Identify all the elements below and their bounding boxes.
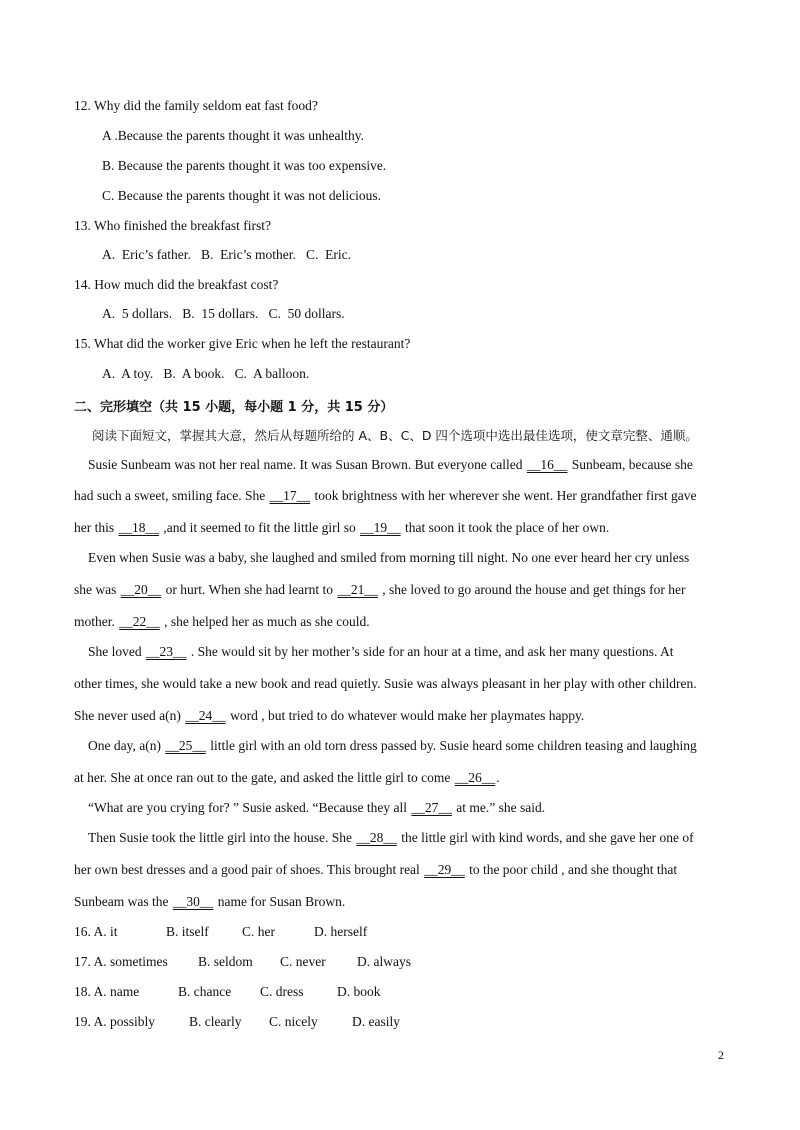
blank-17: __17__ — [269, 488, 311, 503]
question-14-stem: 14. How much did the breakfast cost? — [74, 277, 279, 292]
passage-line: her this __18__ ,and it seemed to fit the little girl so __19__ that soon it took the place of her own. — [74, 520, 610, 535]
page-number: 2 — [718, 1048, 724, 1062]
options-17: 17. A. sometimes B. seldom C. never D. always — [74, 954, 411, 969]
passage-line: her own best dresses and a good pair of shoes. This brought real __29__ to the poor child , and she thought that — [74, 862, 678, 877]
options-18: 18. A. name B. chance C. dress D. book — [74, 984, 381, 999]
question-12-stem: 12. Why did the family seldom eat fast food? — [74, 98, 318, 113]
blank-25: __25__ — [165, 738, 206, 753]
passage-line: she was __20__ or hurt. When she had learnt to __21__ , she loved to go around the house and get things for her — [74, 582, 686, 597]
blank-22: __22__ — [119, 614, 160, 629]
options-16: 16. A. it B. itself C. her D. herself — [74, 924, 368, 939]
blank-20: __20__ — [120, 582, 162, 597]
question-12-option-b: B. Because the parents thought it was too expensive. — [102, 158, 387, 173]
question-15-options: A. A toy. B. A book. C. A balloon. — [102, 366, 310, 381]
blank-21: __21__ — [337, 582, 378, 597]
section-instruction: 阅读下面短文，掌握其大意，然后从每题所给的 A、B、C、D 四个选项中选出最佳选项，使文章完整、通顺。 — [92, 428, 698, 443]
passage-line: “What are you crying for? ” Susie asked. “Because they all __27__ at me.” she said. — [88, 800, 546, 815]
options-19: 19. A. possibly B. clearly C. nicely D. easily — [74, 1014, 400, 1029]
passage-line: at her. She at once ran out to the gate, and asked the little girl to come __26__. — [74, 770, 500, 785]
blank-19: __19__ — [360, 520, 401, 535]
passage-line: Even when Susie was a baby, she laughed and smiled from morning till night. No one ever heard her cry unless — [88, 550, 690, 565]
blank-16: __16__ — [526, 457, 568, 472]
blank-28: __28__ — [356, 830, 397, 845]
passage-line: Susie Sunbeam was not her real name. It was Susan Brown. But everyone called __16__ Sunbeam, because she — [88, 457, 693, 472]
question-13-options: A. Eric’s father. B. Eric’s mother. C. Eric. — [102, 247, 351, 262]
blank-27: __27__ — [411, 800, 452, 815]
passage-line: other times, she would take a new book and read quietly. Susie was always pleasant in her play with other children. — [74, 676, 697, 691]
passage-line: Then Susie took the little girl into the house. She __28__ the little girl with kind words, and she gave her one of — [88, 830, 694, 845]
blank-18: __18__ — [118, 520, 159, 535]
question-14-options: A. 5 dollars. B. 15 dollars. C. 50 dollars. — [102, 306, 345, 321]
blank-24: __24__ — [185, 708, 226, 723]
question-12-option-a: A .Because the parents thought it was unhealthy. — [102, 128, 364, 143]
passage-line: Sunbeam was the __30__ name for Susan Brown. — [74, 894, 346, 909]
blank-29: __29__ — [424, 862, 465, 877]
question-13-stem: 13. Who finished the breakfast first? — [74, 218, 271, 233]
section-heading: 二、完形填空（共 15 小题，每小题 1 分，共 15 分） — [74, 400, 394, 415]
passage-line: She loved __23__ . She would sit by her mother’s side for an hour at a time, and ask her many questions. At — [88, 644, 674, 659]
passage-line: She never used a(n) __24__ word , but tried to do whatever would make her playmates happy. — [74, 708, 585, 723]
question-12-option-c: C. Because the parents thought it was not delicious. — [102, 188, 381, 203]
passage-line: had such a sweet, smiling face. She __17__ took brightness with her wherever she went. Her grandfather first gave — [74, 488, 697, 503]
blank-26: __26__ — [454, 770, 496, 785]
passage-line: mother. __22__ , she helped her as much as she could. — [74, 614, 370, 629]
blank-23: __23__ — [146, 644, 187, 659]
passage-line: One day, a(n) __25__ little girl with an old torn dress passed by. Susie heard some children teasing and laughing — [88, 738, 697, 753]
blank-30: __30__ — [172, 894, 214, 909]
question-15-stem: 15. What did the worker give Eric when he left the restaurant? — [74, 336, 411, 351]
